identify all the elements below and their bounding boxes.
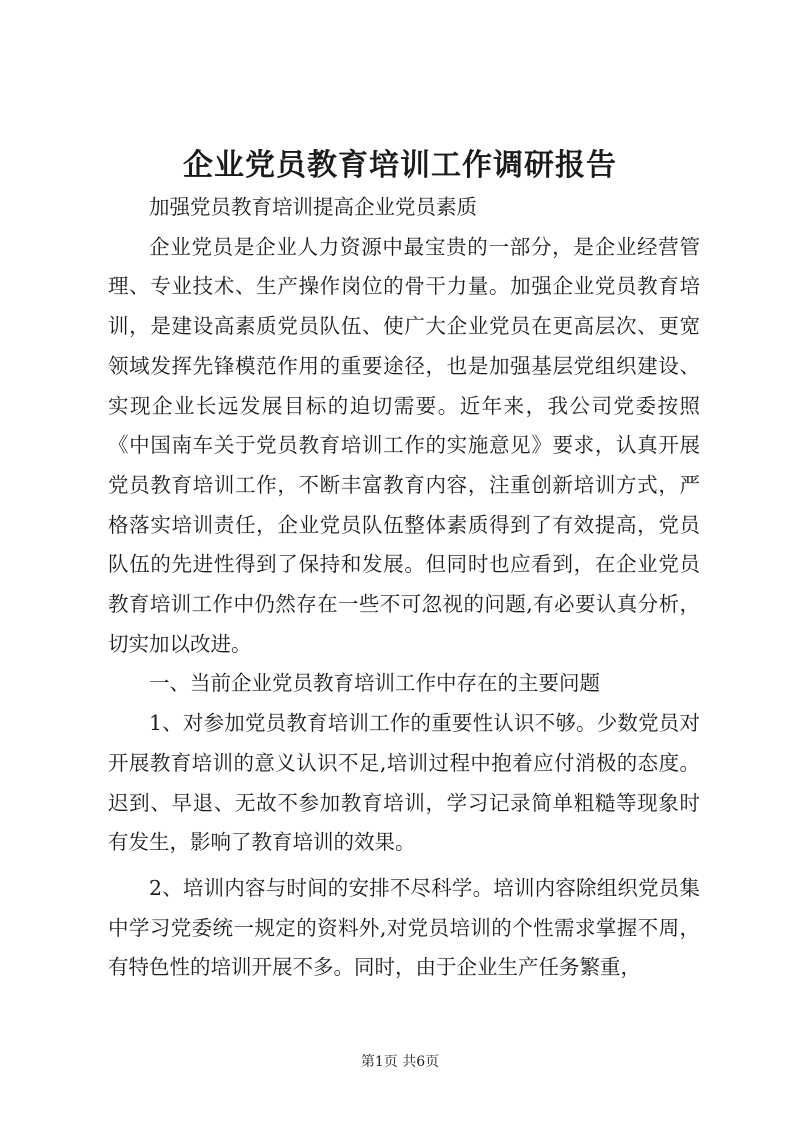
point-1-paragraph: 1、对参加党员教育培训工作的重要性认识不够。少数党员对开展教育培训的意义认识不足,培训过程中抱着应付消极的态度。迟到、早退、无故不参加教育培训，学习记录简单粗糙等现象时有发生，影响了教育培训的效果。 (108, 711, 700, 855)
document-body (108, 188, 700, 988)
intro-paragraph: 企业党员是企业人力资源中最宝贵的一部分，是企业经营管理、专业技术、生产操作岗位的骨干力量。加强企业党员教育培训，是建设高素质党员队伍、使广大企业党员在更高层次、更宽领域发挥先锋模范作用的重要途径，也是加强基层党组织建设、实现企业长远发展目标的迫切需要。近年来，我公司党委按照《中国南车关于党员教育培训工作的实施意见》要求，认真开展党员教育培训工作，不断丰富教育内容，注重创新培训方式，严格落实培训责任，企业党员队伍整体素质得到了有效提高，党员队伍的先进性得到了保持和发展。但同时也应看到，在企业党员教育培训工作中仍然存在一些不可忽视的问题,有必要认真分析，切实加以改进。 (108, 234, 700, 656)
point-2-paragraph: 2、培训内容与时间的安排不尽科学。培训内容除组织党员集中学习党委统一规定的资料外,对党员培训的个性需求掌握不周，有特色性的培训开展不多。同时，由于企业生产任务繁重， (108, 875, 700, 980)
section-heading: 一、当前企业党员教育培训工作中存在的主要问题 (149, 671, 600, 696)
document-title: 企业党员教育培训工作调研报告 (183, 148, 617, 183)
page-footer: 第1页 共6页 (360, 1054, 440, 1070)
subtitle-paragraph: 加强党员教育培训提高企业党员素质 (149, 195, 477, 219)
